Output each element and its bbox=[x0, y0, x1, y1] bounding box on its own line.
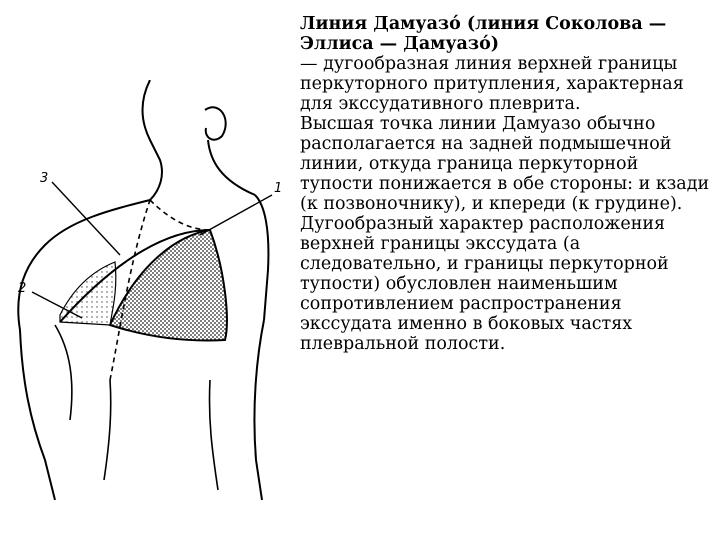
dashed-line-upper bbox=[150, 200, 210, 230]
chest-contour bbox=[209, 380, 218, 490]
torso-illustration bbox=[0, 80, 300, 500]
paragraph-arc-shape: Дугообразный характер расположения верхней границы экссудата (а следовательно, и границы перкуторной тупости) обусловлен наименьшим сопротивлением распространения экссудата именно в боковых частях плевральной полости. bbox=[300, 214, 669, 354]
anatomical-figure bbox=[0, 80, 300, 500]
right-shoulder bbox=[255, 195, 268, 320]
neck-right bbox=[208, 140, 255, 195]
leader-line-3 bbox=[52, 182, 120, 255]
paragraph-highest-point: Высшая точка линии Дамуазо обычно располагается на задней подмышечной линии, откуда граница перкуторной тупости понижается в обе стороны: и кзади (к позвоночнику), и кпереди (к грудине). bbox=[300, 114, 710, 214]
left-arm bbox=[20, 330, 55, 500]
right-side bbox=[254, 320, 264, 500]
leader-line-1 bbox=[200, 195, 272, 235]
armpit-crease bbox=[55, 325, 72, 420]
paragraph-definition: — дугообразная линия верхней границы перкуторного притупления, характерная для экссудативного плеврита. bbox=[300, 54, 684, 114]
dullness-area bbox=[110, 230, 227, 340]
figure-label-1: 1 bbox=[274, 181, 283, 196]
figure-label-3: 3 bbox=[40, 171, 49, 186]
figure-label-2: 2 bbox=[18, 281, 27, 296]
text-column bbox=[300, 14, 710, 354]
ear-outline bbox=[205, 107, 226, 139]
heading: Линия Дамуазо́ (линия Соколова — Эллиса — Дамуазо́) bbox=[300, 14, 667, 54]
head-outline bbox=[143, 80, 162, 200]
inner-arm bbox=[104, 380, 111, 480]
